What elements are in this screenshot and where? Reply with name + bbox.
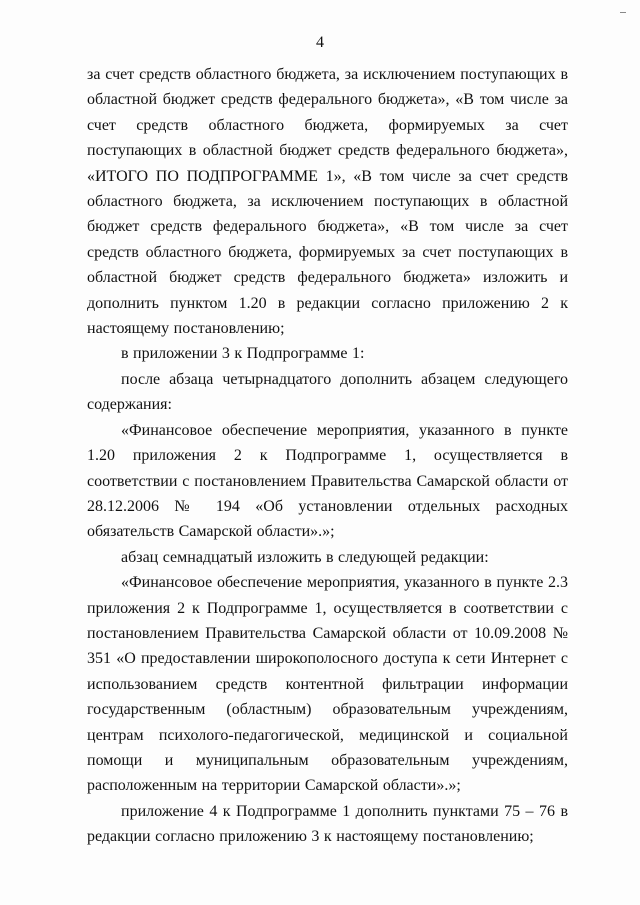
scan-mark xyxy=(620,12,626,13)
document-body xyxy=(87,62,568,850)
page-number: 4 xyxy=(316,34,324,51)
paragraph-appendix-4: приложение 4 к Подпрограмме 1 дополнить пунктами 75 – 76 в редакции согласно приложению 3 к настоящему постановлению; xyxy=(87,802,568,846)
paragraph-financing-2-3: «Финансовое обеспечение мероприятия, указанного в пункте 2.3 приложения 2 к Подпрограмме 1, осуществляется в соответствии с постановлением Правительства Самарской области от 10.09.2008 № 351 «О предоставлении широкополосного доступа к сети Интернет с использованием средств контентной фильтрации информации государственным (областным) образовательным учреждениям, центрам психолого-педагогической, медицинской и социальной помощи и муниципальным образовательным учреждениям, расположенным на территории Самарской области».»; xyxy=(87,574,568,795)
paragraph-budget-items: за счет средств областного бюджета, за исключением поступающих в областной бюджет средств федерального бюджета», «В том числе за счет средств областного бюджета, формируемых за счет поступающих в областной бюджет средств федерального бюджета», «ИТОГО ПО ПОДПРОГРАММЕ 1», «В том числе за счет средств областного бюджета, за исключением поступающих в областной бюджет средств федерального бюджета», «В том числе за счет средств областного бюджета, формируемых за счет поступающих в областной бюджет средств федерального бюджета» изложить и дополнить пунктом 1.20 в редакции согласно приложению 2 к настоящему постановлению; xyxy=(87,66,568,338)
paragraph-financing-1-20: «Финансовое обеспечение мероприятия, указанного в пункте 1.20 приложения 2 к Подпрограмме 1, осуществляется в соответствии с постановлением Правительства Самарской области от 28.12.2006 № 194 «Об установлении отдельных расходных обязательств Самарской области».»; xyxy=(87,421,568,541)
paragraph-appendix-3: в приложении 3 к Подпрограмме 1: xyxy=(121,345,365,363)
paragraph-after-fourteenth: после абзаца четырнадцатого дополнить абзацем следующего содержания: xyxy=(87,370,568,414)
paragraph-seventeenth: абзац семнадцатый изложить в следующей редакции: xyxy=(121,548,489,566)
